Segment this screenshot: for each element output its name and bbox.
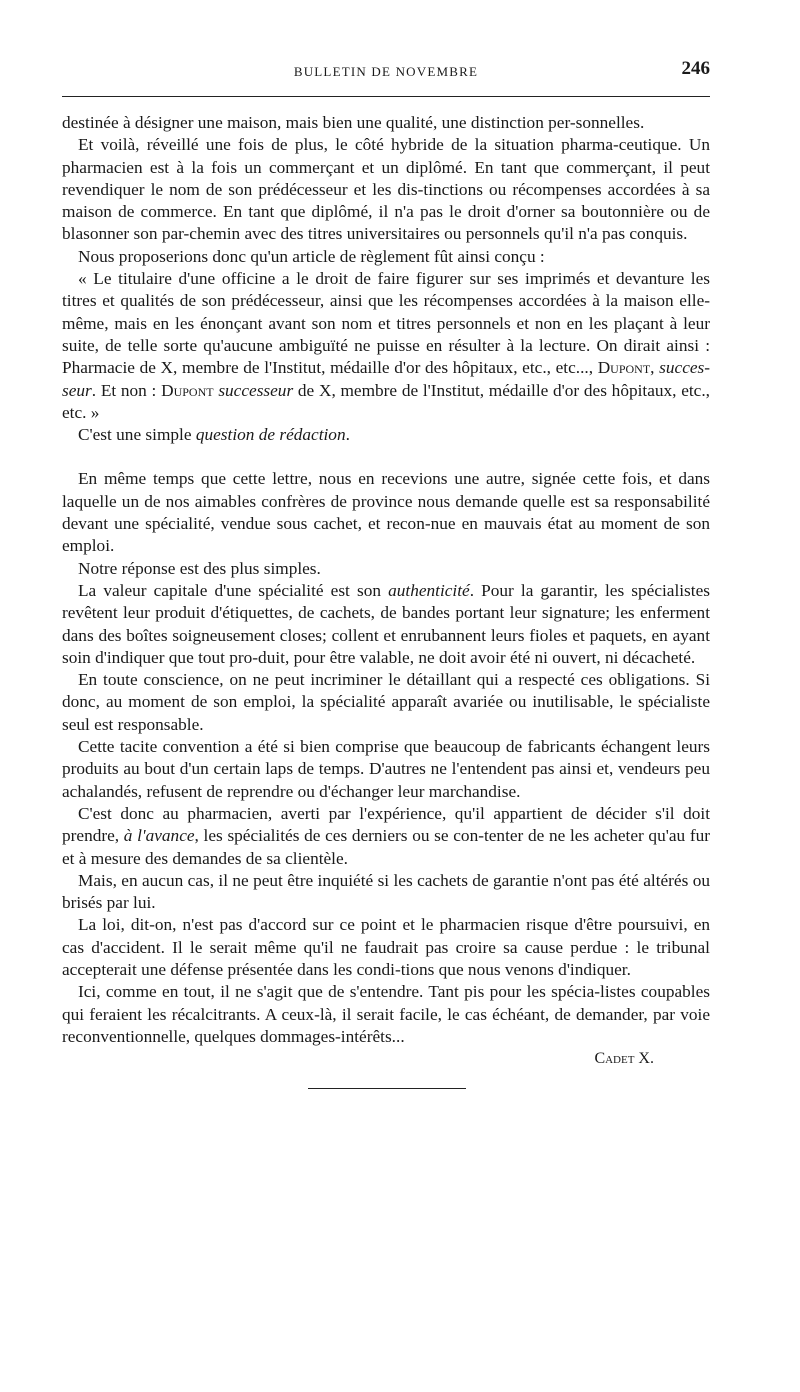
article-body bbox=[62, 112, 710, 1089]
end-rule bbox=[308, 1088, 466, 1089]
name-dupont: Dupont bbox=[597, 358, 651, 378]
page-number: 246 bbox=[681, 58, 710, 79]
italic-term: succes-seur bbox=[62, 358, 711, 400]
name-dupont: Dupont bbox=[161, 380, 214, 400]
text-run: . Pour la garantir, les spécialistes revêtent leur produit d'étiquettes, de cachets, de bandes portant leur signature; les enferment dans des boîtes soigneusement closes; collent et enrubannent leurs fioles et paquets, en ayant soin d'indiquer que tout pro-duit, pour être valable, ne doit avoir été ni ouvert, ni décacheté. bbox=[62, 580, 710, 667]
text-run: C'est donc au pharmacien, averti par l'expérience, qu'il appartient de décider s'il doit prendre, bbox=[62, 803, 710, 846]
text-run: . bbox=[345, 425, 350, 445]
paragraph: En toute conscience, on ne peut incriminer le détaillant qui a respecté ces obligations. Si donc, au moment de son emploi, la spécialité apparaît avariée ou inutilisable, le spécialiste seul est responsable. bbox=[62, 670, 710, 734]
paragraph: Et voilà, réveillé une fois de plus, le côté hybride de la situation pharma-ceutique. Un pharmacien est à la fois un commerçant et un diplômé. En tant que commerçant, il peut revendiquer le nom de son prédécesseur et les dis-tinctions ou récompenses accordées à sa maison de commerce. En tant que diplômé, il n'a pas le droit d'orner sa boutonnière ou de blasonner son par-chemin avec des titres universitaires ou personnels qu'il n'a pas conquis. bbox=[62, 135, 710, 244]
author-signature: Cadet X. bbox=[594, 1050, 654, 1068]
page-header bbox=[62, 58, 710, 86]
paragraph: En même temps que cette lettre, nous en recevions une autre, signée cette fois, et dans laquelle un de nos aimables confrères de province nous demande quelle est sa responsabilité devant une spécialité, vendue sous cachet, et recon-nue en mauvais état au moment de son emploi. bbox=[62, 469, 710, 556]
italic-term: authenticité bbox=[388, 580, 470, 600]
italic-term: successeur bbox=[218, 380, 294, 400]
paragraph: Nous proposerions donc qu'un article de règlement fût ainsi conçu : bbox=[78, 246, 545, 266]
text-run: de X, membre de l'Institut, médaille d'or des hôpitaux, etc., etc. » bbox=[62, 380, 710, 422]
paragraph: Ici, comme en tout, il ne s'agit que de s'entendre. Tant pis pour les spécia-listes coupables qui feraient les récalcitrants. A ceux-là, il serait facile, le cas échéant, de demander, par voie reconventionnelle, quelques dommages-intérêts... bbox=[62, 982, 710, 1046]
text-run: , bbox=[650, 358, 660, 378]
italic-term: question de rédaction bbox=[195, 425, 346, 445]
paragraph: Notre réponse est des plus simples. bbox=[78, 558, 321, 578]
quoted-rule-paragraph bbox=[62, 268, 710, 424]
paragraph bbox=[62, 803, 710, 870]
paragraph: Cette tacite convention a été si bien comprise que beaucoup de fabricants échangent leurs produits au bout d'un certain laps de temps. D'autres ne l'entendent pas ainsi et, vendeurs peu achalandés, refusent de reprendre ou d'échanger leur marchandise. bbox=[62, 737, 710, 801]
text-run: « Le titulaire d'une officine a le droit de faire figurer sur ses imprimés et devanture les titres et qualités de son prédécesseur, ainsi que les récompenses accordées à la maison elle-même, mais en les énonçant avant son nom et titres personnels et non en les plaçant à leur suite, de telle sorte qu'aucune ambiguïté ne puisse en résulter à la lecture. On dirait ainsi : Pharmacie de X, membre de l'Institut, médaille d'or des hôpitaux, etc., etc..., bbox=[62, 269, 710, 378]
paragraph bbox=[62, 424, 710, 446]
paragraph: La loi, dit-on, n'est pas d'accord sur ce point et le pharmacien risque d'être poursuivi, en cas d'accident. Il le serait même qu'il ne faudrait pas croire sa cause perdue : le tribunal accepterait une défense présentée dans les condi-tions que nous venons d'indiquer. bbox=[62, 915, 710, 979]
text-run: C'est une simple bbox=[78, 425, 196, 445]
italic-term: à l'avance bbox=[123, 826, 195, 846]
paragraph: Mais, en aucun cas, il ne peut être inquiété si les cachets de garantie n'ont pas été altérés ou brisés par lui. bbox=[62, 870, 710, 913]
paragraph: destinée à désigner une maison, mais bien une qualité, une distinction per-sonnelles. bbox=[62, 113, 645, 132]
running-title: BULLETIN DE NOVEMBRE bbox=[293, 64, 479, 79]
header-rule bbox=[62, 96, 710, 97]
text-run: , les spécialités de ces derniers ou se con-tenter de ne les acheter qu'au fur et à mesure des demandes de sa clientèle. bbox=[62, 826, 710, 868]
paragraph bbox=[62, 580, 710, 669]
text-run: La valeur capitale d'une spécialité est son bbox=[78, 580, 389, 600]
text-run: . Et non : bbox=[91, 380, 162, 400]
